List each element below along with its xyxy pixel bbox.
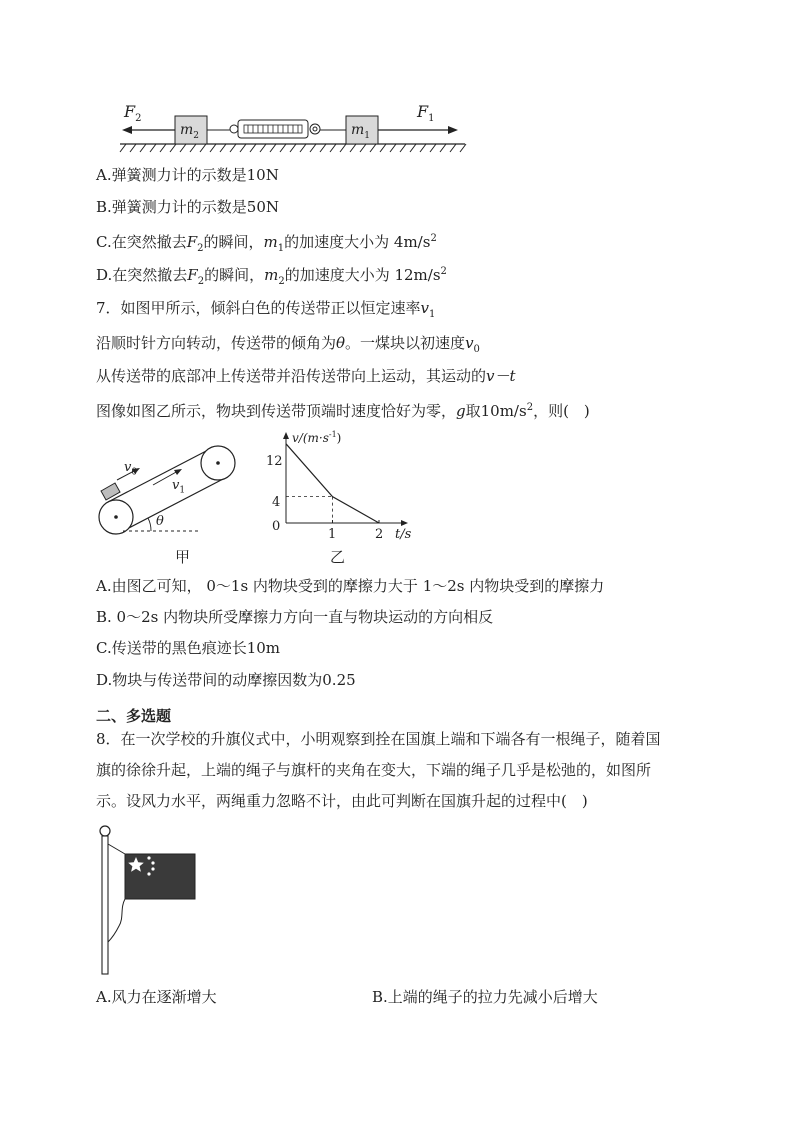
q8-stem-line3: 示。设风力水平，两绳重力忽略不计，由此可判断在国旗升起的过程中( ) xyxy=(96,792,588,810)
q8-option-a: A.风力在逐渐增大 xyxy=(96,988,217,1006)
q7-stem-line1: 7．如图甲所示，倾斜白色的传送带正以恒定速率$v_1$ xyxy=(96,299,436,320)
q7-stem-line3: 从传送带的底部冲上传送带并沿传送带向上运动，其运动的v－t xyxy=(96,367,516,385)
small-star-icon xyxy=(151,867,154,870)
q8-stem-line2: 旗的徐徐升起，上端的绳子与旗杆的夹角在变大，下端的绳子几乎是松弛的，如图所 xyxy=(96,761,652,779)
m1-label: $m_1$ xyxy=(351,122,371,141)
f2-label: $F_2$ xyxy=(124,102,142,125)
q6-option-a: A.弹簧测力计的示数是10N xyxy=(96,166,279,184)
q6-option-d: D.在突然撤去$F_2$的瞬间，$m_2$的加速度大小为 $12m/s^2$ xyxy=(96,266,447,287)
small-star-icon xyxy=(147,872,150,875)
q7-option-c: C.传送带的黑色痕迹长10m xyxy=(96,639,281,657)
section-title: 二、多选题 xyxy=(96,707,172,725)
vt-y-tick-4: 4 xyxy=(272,495,281,510)
vt-x-tick-2: 2 xyxy=(375,527,384,542)
y-axis-arrow xyxy=(283,432,289,439)
flagpole-figure xyxy=(96,822,206,977)
q6-option-c: C.在突然撤去$F_2$的瞬间，$m_1$的加速度大小为 $4m/s^2$ xyxy=(96,233,437,254)
f1-label: $F_1$ xyxy=(417,102,435,125)
vt-x-axis-label: t/s xyxy=(395,527,412,542)
conveyor-belt-figure xyxy=(96,440,246,540)
v0-label: $v_0$ xyxy=(124,460,138,478)
q8-stem-line1: 8．在一次学校的升旗仪式中，小明观察到拴在国旗上端和下端各有一根绳子，随着国 xyxy=(96,730,661,748)
q7-option-b: B. 0～2s 内物块所受摩擦力方向一直与物块运动的方向相反 xyxy=(96,608,494,626)
q7-stem-line4: 图像如图乙所示，物块到传送带顶端时速度恰好为零，g取$10m/s^2$，则( ) xyxy=(96,402,590,420)
q7-option-d: D.物块与传送带间的动摩擦因数为0.25 xyxy=(96,671,356,689)
vt-x-tick-1: 1 xyxy=(328,527,337,542)
vt-origin-label: 0 xyxy=(272,519,281,534)
q7-stem-line2: 沿顺时针方向转动，传送带的倾角为θ。一煤块以初速度$v_0$ xyxy=(96,334,480,355)
q8-option-b: B.上端的绳子的拉力先减小后增大 xyxy=(372,988,598,1006)
q7-option-a: A.由图乙可知， 0～1s 内物块受到的摩擦力大于 1～2s 内物块受到的摩擦力 xyxy=(96,577,605,595)
m2-label: $m_2$ xyxy=(180,122,200,141)
figure-yi-caption: 乙 xyxy=(330,548,346,566)
small-star-icon xyxy=(147,856,150,859)
theta-label: θ xyxy=(156,514,164,529)
vt-y-tick-12: 12 xyxy=(266,454,283,469)
v1-label: $v_1$ xyxy=(172,478,186,496)
q6-option-b: B.弹簧测力计的示数是50N xyxy=(96,198,280,216)
figure-jia-caption: 甲 xyxy=(175,548,191,566)
small-star-icon xyxy=(151,861,154,864)
vt-y-axis-label: $v/(m\cdot s^{-1})$ xyxy=(292,430,342,445)
